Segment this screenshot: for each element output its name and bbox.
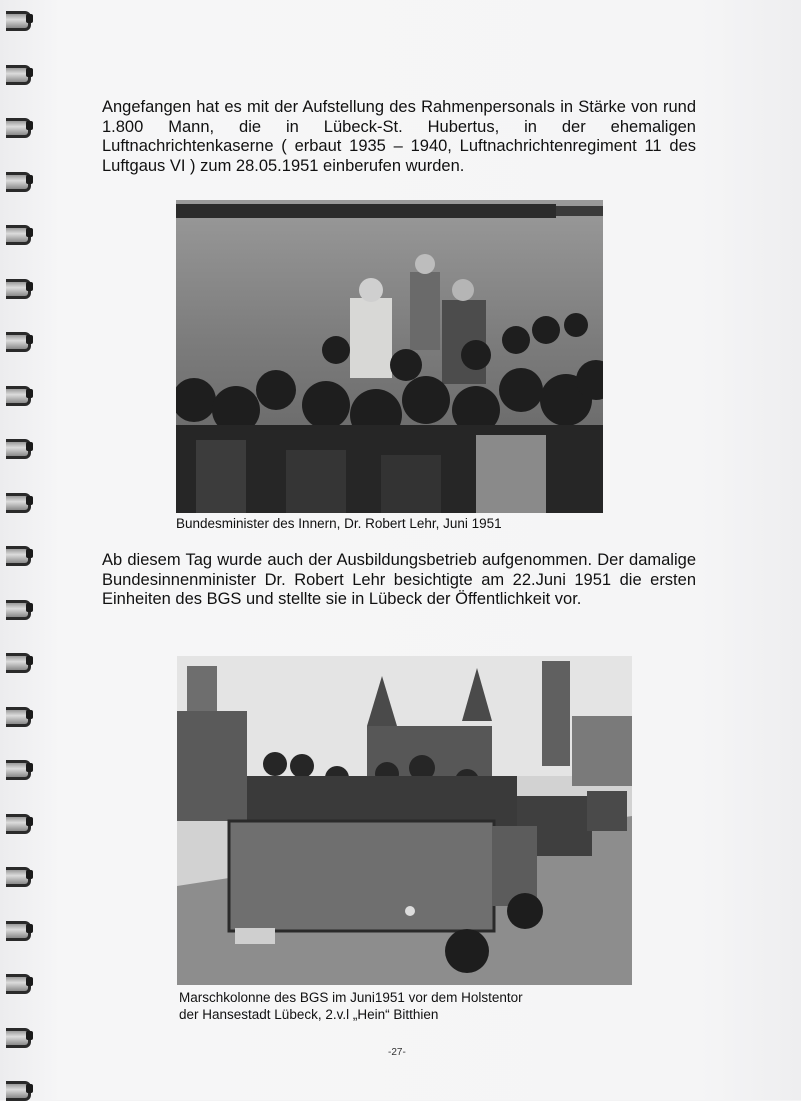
holstentor-convoy-photo (177, 656, 632, 985)
binding-ring (4, 864, 34, 884)
binding-ring (4, 543, 34, 563)
binding-ring (4, 329, 34, 349)
binding-ring (4, 436, 34, 456)
binding-ring (4, 276, 34, 296)
binding-ring (4, 490, 34, 510)
binding-ring (4, 597, 34, 617)
binding-ring (4, 62, 34, 82)
binding-ring (4, 918, 34, 938)
spiral-binding (0, 0, 40, 1100)
binding-ring (4, 115, 34, 135)
binding-ring (4, 650, 34, 670)
binding-ring (4, 8, 34, 28)
photo2-caption-line1: Marschkolonne des BGS im Juni1951 vor dem Holstentor (179, 990, 523, 1005)
intro-paragraph: Angefangen hat es mit der Aufstellung des Rahmenpersonals in Stärke von rund 1.800 Mann, die in Lübeck-St. Hubertus, in der ehemaligen Luftnachrichtenkaserne ( erbaut 1935 – 1940, Luftnachrichtenregiment 11 des Luftgaus VI ) zum 28.05.1951 einberufen wurden. (102, 98, 696, 175)
binding-ring (4, 169, 34, 189)
binding-ring (4, 1025, 34, 1045)
minister-inspection-photo (176, 200, 603, 513)
binding-ring (4, 222, 34, 242)
photo1-caption: Bundesminister des Innern, Dr. Robert Lehr, Juni 1951 (176, 516, 502, 531)
page-number: -27- (388, 1047, 406, 1058)
binding-ring (4, 383, 34, 403)
second-paragraph: Ab diesem Tag wurde auch der Ausbildungsbetrieb aufgenommen. Der damalige Bundesinnenminister Dr. Robert Lehr besichtigte am 22.Juni 1951 die ersten Einheiten des BGS und stellte sie in Lübeck der Öffentlichkeit vor. (102, 551, 696, 608)
binding-ring (4, 811, 34, 831)
binding-ring (4, 757, 34, 777)
photo2-caption-line2: der Hansestadt Lübeck, 2.v.l „Hein“ Bitthien (179, 1007, 439, 1022)
binding-ring (4, 704, 34, 724)
binding-ring (4, 971, 34, 991)
binding-ring (4, 1078, 34, 1098)
